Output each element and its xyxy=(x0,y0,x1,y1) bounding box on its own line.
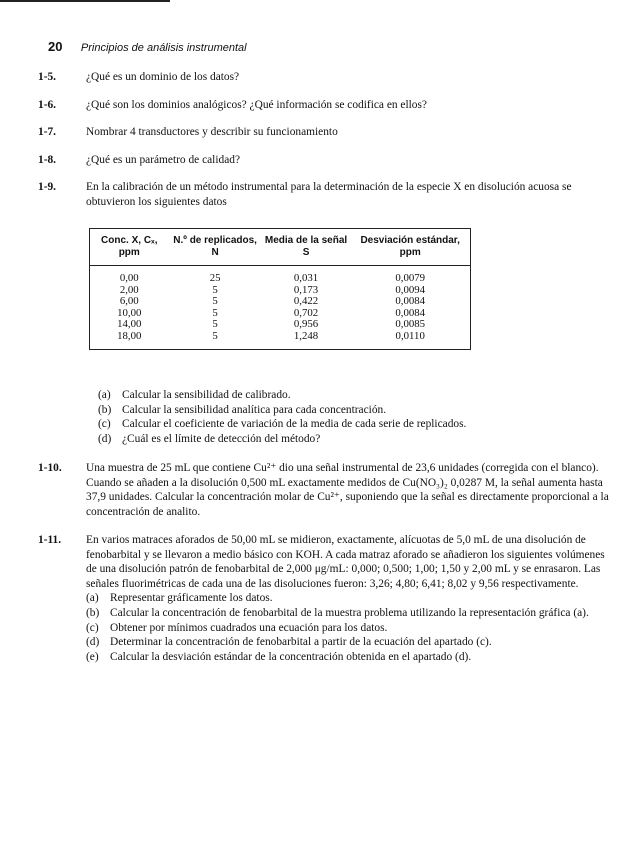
question-text: En varios matraces aforados de 50,00 mL se midieron, exactamente, alícuotas de 5,0 mL de una disolución de fenobarbital y se llevaron a medio básico con KOH. A cada matraz aforado se añadieron los siguientes volúmenes de una disolución patrón de fenobarbital de 2,000 μg/mL: 0,000; 0,500; 1,00; 1,50 y 2,00 mL y se enrasaron. Las señales fluorimétricas de cada una de las disoluciones fueron: 3,26; 4,80; 6,41; 8,02 y 9,56 respectivamente. xyxy=(86,534,605,590)
table-cell: 25 xyxy=(209,272,221,284)
question-text: ¿Qué son los dominios analógicos? ¿Qué información se codifica en ellos? xyxy=(86,99,427,111)
table-cell: 1,248 xyxy=(293,329,319,342)
question-1-8 xyxy=(38,153,610,168)
part-d xyxy=(98,432,610,447)
part-text: Calcular la sensibilidad de calibrado. xyxy=(122,389,291,401)
question-number: 1-7. xyxy=(38,126,57,138)
part-label: (e) xyxy=(86,650,99,663)
table-cell: 5 xyxy=(212,318,218,331)
question-number: 1-6. xyxy=(38,99,57,111)
question-text: ¿Qué es un parámetro de calidad? xyxy=(86,154,241,166)
col-header-mean-signal: Media de la señal S xyxy=(262,229,351,266)
col-header-conc: Conc. X, Cₓ, ppm xyxy=(90,229,169,266)
part-a xyxy=(86,591,610,606)
question-1-7 xyxy=(38,125,610,140)
table-cell: 0,0079 xyxy=(395,272,426,284)
table-cell: 0,0084 xyxy=(395,295,426,308)
table-cell: 18,00 xyxy=(117,329,142,342)
page-header xyxy=(48,38,247,56)
part-label: (c) xyxy=(98,418,111,431)
part-text: ¿Cuál es el límite de detección del método? xyxy=(122,432,321,445)
part-text: Calcular el coeficiente de variación de la media de cada serie de replicados. xyxy=(122,418,467,431)
question-text: ¿Qué es un dominio de los datos? xyxy=(86,71,240,83)
question-1-6 xyxy=(38,98,610,113)
part-text: Calcular la desviación estándar de la concentración obtenida en el apartado (d). xyxy=(110,650,472,663)
question-text: Una muestra de 25 mL que contiene Cu²⁺ dio una señal instrumental de 23,6 unidades (corregida con el blanco). Cuando se añaden a la disolución 0,500 mL exactamente medidos de Cu(NO₃)₂ 0,0287 M, la señal aumenta hasta 37,9 unidades. Calcular la concentración molar de Cu²⁺, suponiendo que la señal es directamente proporcional a la concentración de analito. xyxy=(86,462,609,518)
part-text: Calcular la concentración de fenobarbital de la muestra problema utilizando la representación gráfica (a). xyxy=(110,606,589,619)
question-1-9 xyxy=(38,180,610,209)
table-cell: 14,00 xyxy=(117,318,142,331)
table-cell: 2,00 xyxy=(119,283,139,296)
part-text: Calcular la sensibilidad analítica para cada concentración. xyxy=(122,403,387,416)
part-c xyxy=(86,621,610,636)
part-a xyxy=(98,388,610,403)
part-label: (d) xyxy=(86,636,100,649)
table-cell: 5 xyxy=(212,329,218,342)
part-label: (b) xyxy=(86,606,100,619)
table-header-row xyxy=(90,229,471,266)
table-cell: 6,00 xyxy=(119,295,139,308)
part-label: (a) xyxy=(98,389,111,401)
table-cell: 0,422 xyxy=(293,295,319,308)
question-1-5 xyxy=(38,70,610,85)
table-cell: 0,0110 xyxy=(395,329,425,342)
question-text: En la calibración de un método instrumental para la determinación de la especie X en disolución acuosa se obtuvieron los siguientes datos xyxy=(86,181,572,208)
question-number: 1-10. xyxy=(38,462,62,474)
table-cell: 10,00 xyxy=(117,306,142,319)
question-number: 1-11. xyxy=(38,534,62,546)
part-label: (a) xyxy=(86,592,99,605)
table-cell: 0,031 xyxy=(293,272,319,284)
table-cell: 5 xyxy=(212,283,218,296)
question-number: 1-5. xyxy=(38,71,57,83)
part-text: Obtener por mínimos cuadrados una ecuación para los datos. xyxy=(110,621,388,634)
table-cell: 5 xyxy=(212,295,218,308)
part-b xyxy=(98,403,610,418)
table-cell: 0,702 xyxy=(293,306,319,319)
calibration-table xyxy=(89,228,471,350)
part-b xyxy=(86,606,610,621)
part-c xyxy=(98,417,610,432)
question-text: Nombrar 4 transductores y describir su funcionamiento xyxy=(86,126,338,138)
col-header-std-dev: Desviación estándar, ppm xyxy=(350,229,470,266)
page-number: 20 xyxy=(48,39,63,54)
part-label: (c) xyxy=(86,621,99,634)
col-header-replicates: N.º de replicados, N xyxy=(169,229,262,266)
table-cell: 0,00 xyxy=(119,272,139,284)
table-cell: 5 xyxy=(212,306,218,319)
question-1-9-parts xyxy=(38,388,610,446)
question-number: 1-8. xyxy=(38,154,57,166)
question-1-10 xyxy=(38,461,610,519)
table-cell: 0,0085 xyxy=(395,318,426,331)
part-label: (d) xyxy=(98,432,112,445)
table-row xyxy=(90,331,471,349)
part-text: Determinar la concentración de fenobarbital a partir de la ecuación del apartado (c). xyxy=(110,636,492,649)
question-number: 1-9. xyxy=(38,181,57,193)
table-cell: 0,956 xyxy=(293,318,319,331)
running-title: Principios de análisis instrumental xyxy=(80,42,247,54)
part-d xyxy=(86,635,610,650)
table-cell: 0,0084 xyxy=(395,306,426,319)
table-row xyxy=(90,266,471,285)
part-label: (b) xyxy=(98,403,112,416)
part-e xyxy=(86,650,610,665)
question-1-11 xyxy=(38,533,610,664)
top-rule xyxy=(0,0,170,2)
table-cell: 0,0094 xyxy=(395,283,426,296)
table-cell: 0,173 xyxy=(293,283,319,296)
part-text: Representar gráficamente los datos. xyxy=(110,592,273,605)
